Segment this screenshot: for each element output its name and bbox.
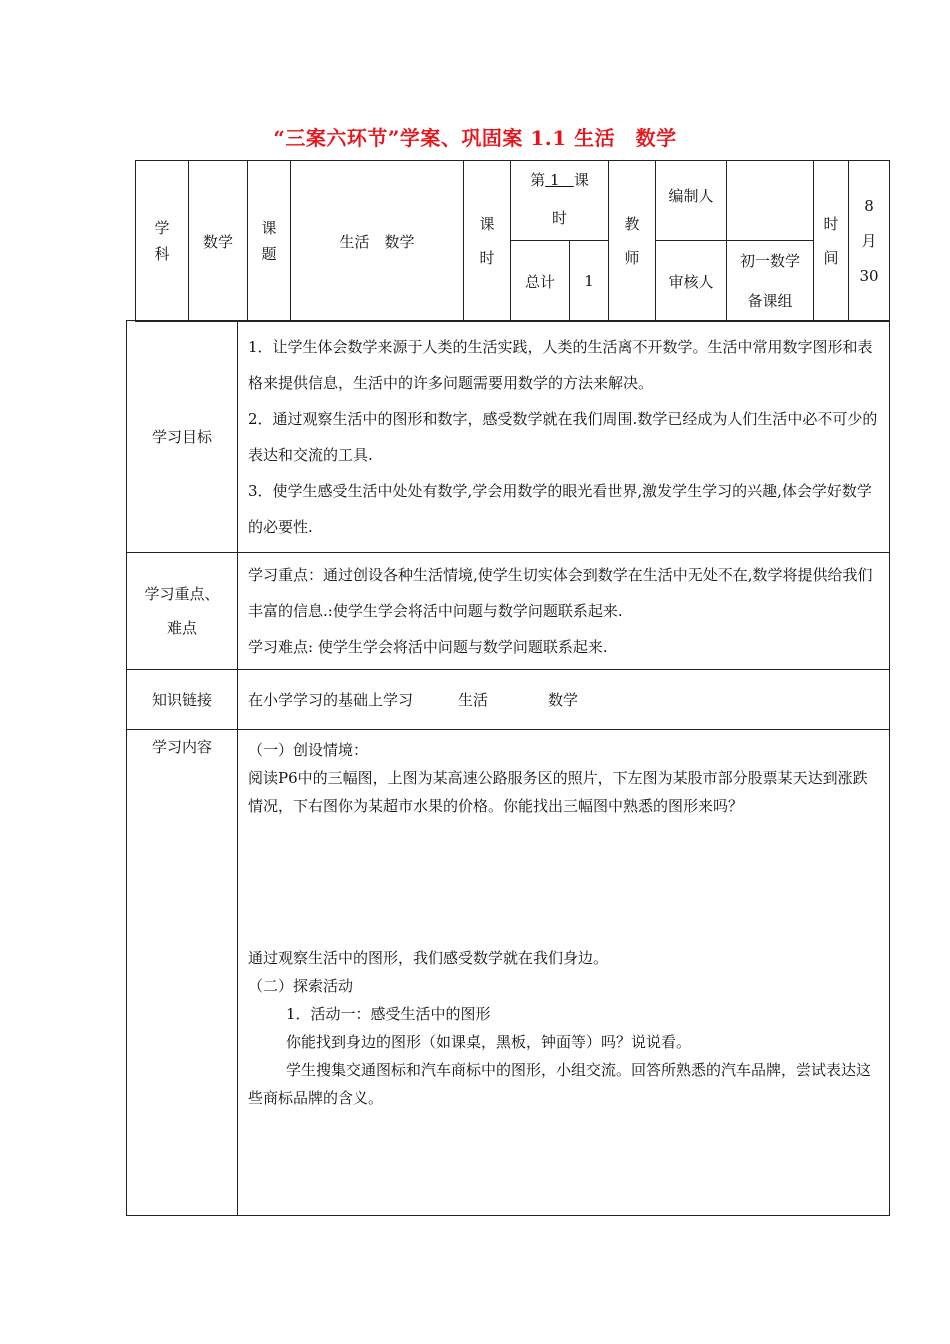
lesson-suffix: 课 — [573, 171, 589, 189]
difficulty-point: 学习难点: 使学生学会将活中问题与数学问题联系起来. — [248, 638, 608, 656]
observation-paragraph: 通过观察生活中的图形，我们感受数学就在我们身边。 — [248, 949, 609, 967]
teacher-label-1: 教 — [624, 215, 640, 233]
learning-content — [238, 730, 890, 1216]
period-label-1: 课 — [479, 215, 495, 233]
objective-2: 2．通过观察生活中的图形和数字，感受数学就在我们周围.数学已经成为人们生活中必不可少的表达和交流的工具. — [248, 409, 878, 464]
subject-label-1: 学 — [154, 219, 170, 237]
topic-label-2: 题 — [261, 245, 277, 263]
topic-label-1: 课 — [261, 219, 277, 237]
time-label-2: 间 — [823, 249, 839, 267]
reviewer-label: 审核人 — [656, 241, 727, 322]
reviewer-value-cell — [727, 241, 814, 322]
subject-label-cell — [136, 161, 189, 322]
keypoints-label-1: 学习重点、 — [144, 585, 220, 603]
page-title: “三案六环节”学案、巩固案 1.1 生活 数学 — [273, 126, 677, 150]
activity-1: 1．活动一：感受生活中的图形 — [286, 1005, 491, 1023]
keypoints-content — [238, 553, 890, 670]
keypoints-label-2: 难点 — [166, 619, 197, 637]
editor-value — [727, 161, 814, 241]
time-month-unit: 月 — [861, 231, 877, 250]
section-explore: （二）探索活动 — [248, 977, 354, 995]
plan-table — [126, 320, 890, 1216]
editor-label: 编制人 — [656, 161, 727, 241]
objective-1: 1．让学生体会数学来源于人类的生活实践，人类的生活离不开数学。生活中常用数字图形和表格来提供信息，生活中的许多问题需要用数学的方法来解决。 — [248, 337, 873, 392]
reviewer-value-1: 初一数学 — [739, 252, 800, 270]
total-value: 1 — [570, 241, 609, 322]
link-text: 在小学学习的基础上学习 生活 数学 — [238, 670, 890, 730]
teacher-label-cell — [609, 161, 656, 322]
lesson-cell — [511, 161, 609, 241]
teacher-label-2: 师 — [624, 249, 640, 267]
topic-value: 生活 数学 — [291, 161, 464, 322]
objectives-label: 学习目标 — [127, 321, 238, 553]
objectives-content — [238, 321, 890, 553]
link-label: 知识链接 — [127, 670, 238, 730]
lesson-prefix: 第 — [530, 171, 546, 189]
time-value-cell — [849, 161, 890, 322]
scenario-paragraph: 阅读P6中的三幅图，上图为某高速公路服务区的照片，下左图为某股市部分股票某天达到涨跌情况，下右图你为某超市水果的价格。你能找出三幅图中熟悉的图形来吗？ — [248, 769, 868, 815]
period-label-2: 时 — [479, 249, 495, 267]
figure-space — [248, 820, 881, 944]
lesson-line — [511, 161, 608, 199]
time-label-1: 时 — [823, 215, 839, 233]
lesson-number: 1 — [549, 171, 560, 189]
key-point: 学习重点：通过创设各种生活情境,使学生切实体会到数学在生活中无处不在,数学将提供给我们丰富的信息.:使学生学会将活中问题与数学问题联系起来. — [248, 566, 873, 620]
time-month: 8 — [864, 196, 874, 215]
lesson-unit: 时 — [551, 209, 567, 227]
period-label-cell — [464, 161, 511, 322]
question-2: 学生搜集交通图标和汽车商标中的图形，小组交流。回答所熟悉的汽车品牌，尝试表达这些商标品牌的含义。 — [248, 1061, 872, 1107]
time-day: 30 — [859, 266, 879, 285]
subject-label-2: 科 — [154, 245, 170, 263]
content-label: 学习内容 — [127, 730, 238, 1216]
keypoints-label-cell — [127, 553, 238, 670]
reviewer-value-2: 备课组 — [747, 292, 793, 310]
objective-3: 3．使学生感受生活中处处有数学,学会用数学的眼光看世界,激发学生学习的兴趣,体会学好数学的必要性. — [248, 481, 872, 536]
time-label-cell — [814, 161, 849, 322]
question-1: 你能找到身边的图形（如课桌，黑板，钟面等）吗？说说看。 — [286, 1033, 692, 1051]
header-table — [135, 160, 890, 322]
topic-label-cell — [248, 161, 291, 322]
section-scenario: （一）创设情境： — [248, 741, 369, 759]
subject-value: 数学 — [189, 161, 248, 322]
total-label: 总计 — [511, 241, 570, 322]
